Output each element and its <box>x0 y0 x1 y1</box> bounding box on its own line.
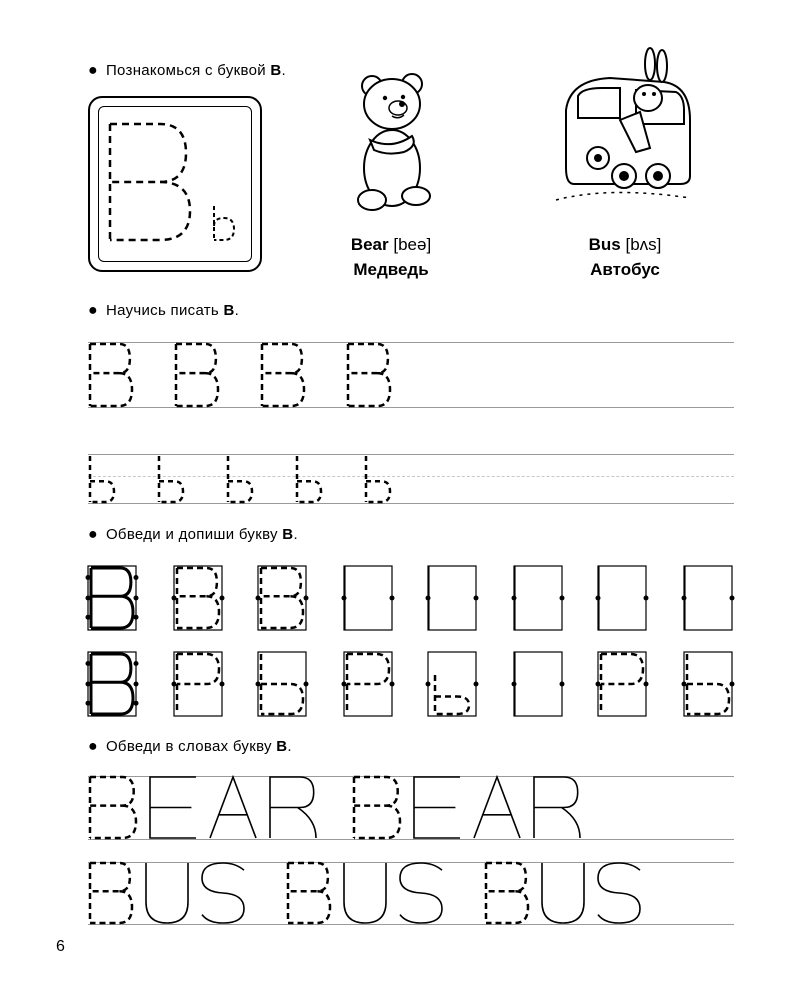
dashed-partial-stroke <box>177 654 219 714</box>
trace-box <box>258 652 306 716</box>
trace-box <box>174 566 222 630</box>
practice-lowercase-b <box>297 456 321 502</box>
practice-uppercase-b <box>90 344 132 406</box>
bullet: ● <box>88 62 98 79</box>
instruction-2: ● Научись писать B. <box>88 302 240 319</box>
writing-line <box>88 924 734 925</box>
guide-dot <box>134 661 139 666</box>
writing-line <box>88 407 734 408</box>
bullet: ● <box>88 302 98 319</box>
practice-uppercase-b <box>348 344 390 406</box>
practice-uppercase-b <box>176 344 218 406</box>
guide-dot <box>390 682 395 687</box>
dashed-letter-b <box>354 777 400 838</box>
guide-dot <box>220 596 225 601</box>
writing-midline <box>88 476 734 477</box>
guide-dot <box>512 682 517 687</box>
dashed-partial-stroke <box>435 675 469 714</box>
trace-box <box>684 566 732 630</box>
writing-line <box>88 862 734 863</box>
word-letter <box>534 777 580 838</box>
trace-box <box>88 652 136 716</box>
word-letter <box>542 863 584 923</box>
guide-dot <box>342 682 347 687</box>
word-letter <box>210 777 256 838</box>
solid-letter-b <box>91 568 133 628</box>
instruction-4: ● Обведи в словах букву B. <box>88 738 292 755</box>
practice-uppercase-b <box>262 344 304 406</box>
letter-card-inner-frame <box>98 106 252 262</box>
word-letter <box>598 863 640 923</box>
practice-lowercase-b <box>228 456 252 502</box>
word-letter <box>414 777 460 838</box>
trace-box <box>598 566 646 630</box>
guide-dot <box>256 596 261 601</box>
writing-line <box>88 503 734 504</box>
word-letter <box>150 777 196 838</box>
word-letter <box>400 863 442 923</box>
writing-line <box>88 839 734 840</box>
guide-dot <box>86 701 91 706</box>
guide-dot <box>596 596 601 601</box>
solid-letter-b <box>91 654 133 714</box>
dashed-partial-stroke <box>261 654 303 714</box>
guide-dot <box>474 596 479 601</box>
dashed-letter-b <box>261 568 303 628</box>
word-letter <box>344 863 386 923</box>
dashed-letter-b <box>90 863 132 923</box>
practice-lowercase-b <box>90 456 114 502</box>
word-letter <box>270 777 316 838</box>
dashed-partial-stroke <box>687 654 729 714</box>
writing-line <box>88 342 734 343</box>
guide-dot <box>682 682 687 687</box>
writing-line <box>88 454 734 455</box>
guide-dot <box>730 682 735 687</box>
guide-dot <box>426 682 431 687</box>
guide-dot <box>474 682 479 687</box>
guide-dot <box>596 682 601 687</box>
trace-box <box>514 652 562 716</box>
guide-dot <box>86 682 91 687</box>
guide-dot <box>304 682 309 687</box>
writing-line <box>88 776 734 777</box>
guide-dot <box>512 596 517 601</box>
dashed-letter-b <box>486 863 528 923</box>
dashed-letter-b <box>288 863 330 923</box>
bullet: ● <box>88 738 98 755</box>
dashed-partial-stroke <box>347 654 389 714</box>
guide-dot <box>682 596 687 601</box>
trace-box <box>88 566 136 630</box>
guide-dot <box>342 596 347 601</box>
guide-dot <box>86 661 91 666</box>
guide-dot <box>560 596 565 601</box>
guide-dot <box>134 615 139 620</box>
trace-box <box>428 566 476 630</box>
word-letter <box>474 777 520 838</box>
guide-dot <box>86 575 91 580</box>
guide-dot <box>426 596 431 601</box>
guide-dot <box>644 596 649 601</box>
guide-dot <box>134 682 139 687</box>
practice-lowercase-b <box>159 456 183 502</box>
practice-lowercase-b <box>366 456 390 502</box>
trace-box <box>428 652 476 716</box>
word-caption-bus: Bus [bʌs] Автобус <box>588 235 662 279</box>
dashed-partial-stroke <box>601 654 643 714</box>
guide-dot <box>86 596 91 601</box>
bullet: ● <box>88 526 98 543</box>
page-number: 6 <box>56 938 65 955</box>
guide-dot <box>256 682 261 687</box>
instruction-3: ● Обведи и допиши букву B. <box>88 526 298 543</box>
trace-box <box>598 652 646 716</box>
guide-dot <box>134 596 139 601</box>
dashed-letter-b <box>90 777 136 838</box>
guide-dot <box>560 682 565 687</box>
word-letter <box>146 863 188 923</box>
trace-box <box>258 566 306 630</box>
guide-dot <box>172 596 177 601</box>
guide-dot <box>220 682 225 687</box>
guide-dot <box>390 596 395 601</box>
guide-dot <box>304 596 309 601</box>
trace-box <box>344 652 392 716</box>
word-caption-bear: Bear [beə] Медведь <box>350 235 432 279</box>
dashed-letter-b <box>177 568 219 628</box>
guide-dot <box>730 596 735 601</box>
guide-dot <box>86 615 91 620</box>
trace-box <box>514 566 562 630</box>
trace-box <box>344 566 392 630</box>
guide-dot <box>172 682 177 687</box>
guide-dot <box>134 575 139 580</box>
trace-box <box>684 652 732 716</box>
guide-dot <box>134 701 139 706</box>
word-letter <box>202 863 244 923</box>
instruction-1: ● Познакомься с буквой B. <box>88 62 287 79</box>
guide-dot <box>644 682 649 687</box>
trace-box <box>174 652 222 716</box>
